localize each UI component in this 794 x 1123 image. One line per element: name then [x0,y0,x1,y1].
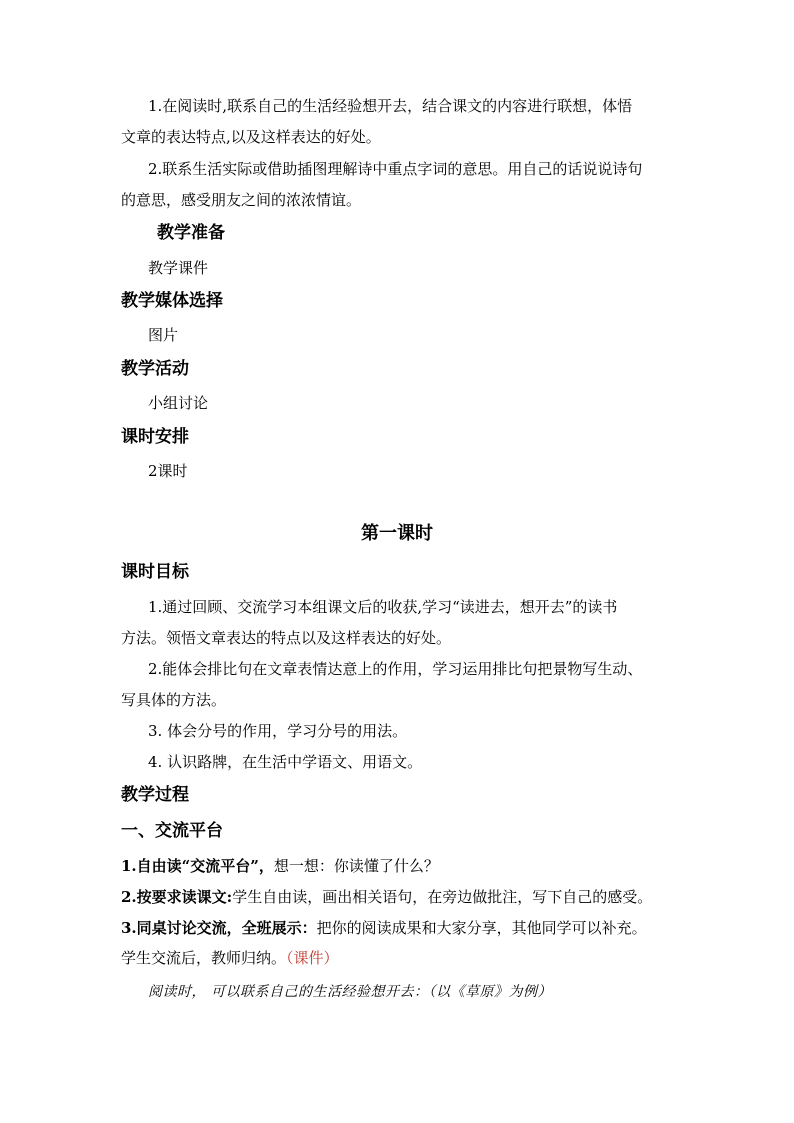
goal-1-line-2: 方法。领悟文章表达的特点以及这样表达的好处。 [121,629,452,647]
goal-2-line-1: 2.能体会排比句在文章表情达意上的作用，学习运用排比句把景物写生动、 [148,660,643,678]
step-3-text: 把你的阅读成果和大家分享，其他同学可以补充。 [316,919,647,937]
media-heading: 教学媒体选择 [121,291,223,311]
process-heading: 教学过程 [121,785,189,805]
objective-2-line-1: 2.联系生活实际或借助插图理解诗中重点字词的意思。用自己的话说说诗句 [148,160,643,178]
objective-2-line-2: 的意思，感受朋友之间的浓浓情谊。 [121,191,362,209]
goal-4: 4. 认识路牌，在生活中学语文、用语文。 [148,753,423,771]
step-3-label: 3.同桌讨论交流，全班展示： [121,919,317,937]
prep-heading: 教学准备 [157,223,225,243]
step-3 [121,917,647,939]
goals-heading: 课时目标 [121,562,189,582]
part-1-heading: 一、交流平台 [121,821,223,841]
activity-heading: 教学活动 [121,359,189,379]
step-2 [121,886,652,908]
step-3-cont-text: 学生交流后，教师归纳。 [121,949,287,967]
step-1-label: 1.自由读“交流平台”， [121,857,274,875]
step-2-label: 2.按要求读课文: [121,888,233,906]
objective-1-line-1: 1.在阅读时,联系自己的生活经验想开去，结合课文的内容进行联想，体悟 [148,97,633,115]
step-1-text: 想一想：你读懂了什么？ [273,857,439,875]
objective-1-line-2: 文章的表达特点,以及这样表达的好处。 [121,128,381,146]
lesson-title: 第一课时 [361,523,433,544]
prep-value: 教学课件 [148,259,209,277]
media-value: 图片 [148,326,179,344]
schedule-value: 2课时 [148,462,188,480]
step-2-text: 学生自由读，画出相关语句，在旁边做批注，写下自己的感受。 [232,888,653,906]
step-3-continuation [121,947,339,969]
courseware-tag: （课件） [286,949,339,967]
step-1 [121,855,439,877]
schedule-heading: 课时安排 [121,427,189,447]
goal-3: 3. 体会分号的作用，学习分号的用法。 [148,722,408,740]
quote-line: 阅读时， 可以联系自己的生活经验想开去：（以《草原》为例） [148,984,552,1000]
activity-value: 小组讨论 [148,394,209,412]
goal-2-line-2: 写具体的方法。 [121,691,227,709]
goal-1-line-1: 1.通过回顾、交流学习本组课文后的收获,学习“读进去，想开去”的读书 [148,598,618,616]
